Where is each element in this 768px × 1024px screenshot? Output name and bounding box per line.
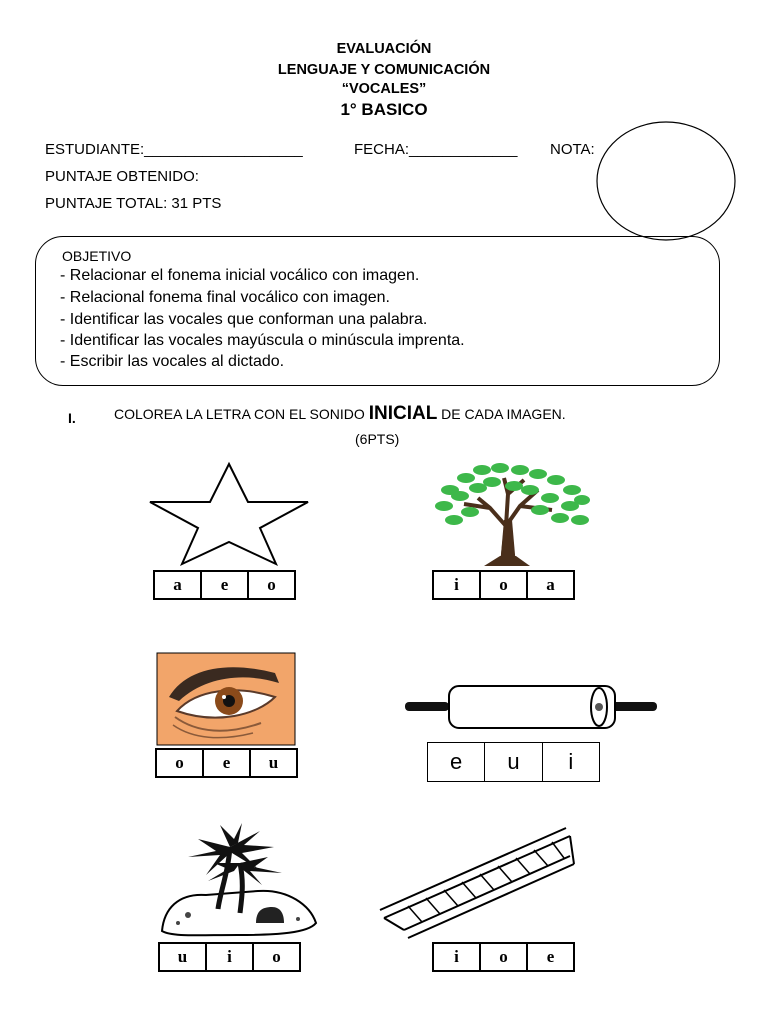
objective-heading: OBJETIVO bbox=[62, 248, 132, 264]
letter-options-2 bbox=[432, 570, 575, 600]
letter-options-1 bbox=[153, 570, 296, 600]
objective-item: - Relacional fonema final vocálico con imagen. bbox=[60, 289, 390, 306]
score-total-field: PUNTAJE TOTAL: 31 PTS bbox=[45, 195, 222, 212]
instruction-text: COLOREA LA LETRA CON EL SONIDO bbox=[114, 406, 369, 422]
rolling-pin-icon bbox=[405, 682, 657, 732]
eye-icon bbox=[157, 653, 295, 745]
letter-option[interactable]: o bbox=[481, 572, 528, 598]
letter-option[interactable]: u bbox=[160, 944, 207, 970]
letter-option[interactable]: i bbox=[434, 944, 481, 970]
island-icon bbox=[158, 823, 320, 938]
objective-item: - Identificar las vocales que conforman una palabra. bbox=[60, 311, 428, 328]
student-field: ESTUDIANTE:___________________ bbox=[45, 141, 303, 158]
title-subject: LENGUAJE Y COMUNICACIÓN bbox=[277, 62, 491, 78]
grade-circle bbox=[595, 121, 740, 243]
letter-option[interactable]: e bbox=[427, 742, 485, 782]
title-grade-level: 1° BASICO bbox=[340, 100, 428, 119]
objective-item: - Identificar las vocales mayúscula o minúscula imprenta. bbox=[60, 332, 465, 349]
section-number: I. bbox=[68, 410, 76, 426]
tree-icon bbox=[420, 460, 598, 566]
title-evaluation: EVALUACIÓN bbox=[336, 41, 432, 57]
letter-option[interactable]: i bbox=[542, 742, 600, 782]
letter-option[interactable]: o bbox=[481, 944, 528, 970]
instruction-text: DE CADA IMAGEN. bbox=[437, 406, 566, 422]
letter-option[interactable]: o bbox=[267, 575, 276, 594]
letter-option[interactable]: o bbox=[157, 750, 204, 776]
letter-option[interactable]: a bbox=[155, 572, 202, 598]
letter-option[interactable]: e bbox=[546, 947, 555, 966]
date-field: FECHA:_____________ bbox=[354, 141, 518, 158]
score-obtained-field: PUNTAJE OBTENIDO: bbox=[45, 168, 199, 185]
letter-option[interactable]: e bbox=[202, 572, 249, 598]
grade-field: NOTA: bbox=[550, 141, 595, 158]
title-topic: “VOCALES” bbox=[341, 81, 427, 97]
letter-option[interactable]: i bbox=[207, 944, 254, 970]
star-icon bbox=[148, 462, 310, 566]
letter-options-6 bbox=[432, 942, 575, 972]
section-points: (6PTS) bbox=[355, 431, 400, 447]
objective-item: - Relacionar el fonema inicial vocálico con imagen. bbox=[60, 267, 420, 284]
letter-option[interactable]: i bbox=[434, 572, 481, 598]
letter-option[interactable]: u bbox=[484, 742, 542, 782]
objective-item: - Escribir las vocales al dictado. bbox=[60, 353, 285, 370]
letter-option[interactable]: a bbox=[546, 575, 555, 594]
letter-options-3 bbox=[155, 748, 298, 778]
letter-options-5 bbox=[158, 942, 301, 972]
section-instruction bbox=[114, 403, 566, 425]
letter-option[interactable]: o bbox=[272, 947, 281, 966]
instruction-emphasis: INICIAL bbox=[368, 403, 438, 424]
ladder-icon bbox=[378, 826, 574, 942]
letter-option[interactable]: u bbox=[268, 753, 279, 772]
letter-option[interactable]: e bbox=[204, 750, 251, 776]
letter-options-4 bbox=[428, 742, 600, 782]
